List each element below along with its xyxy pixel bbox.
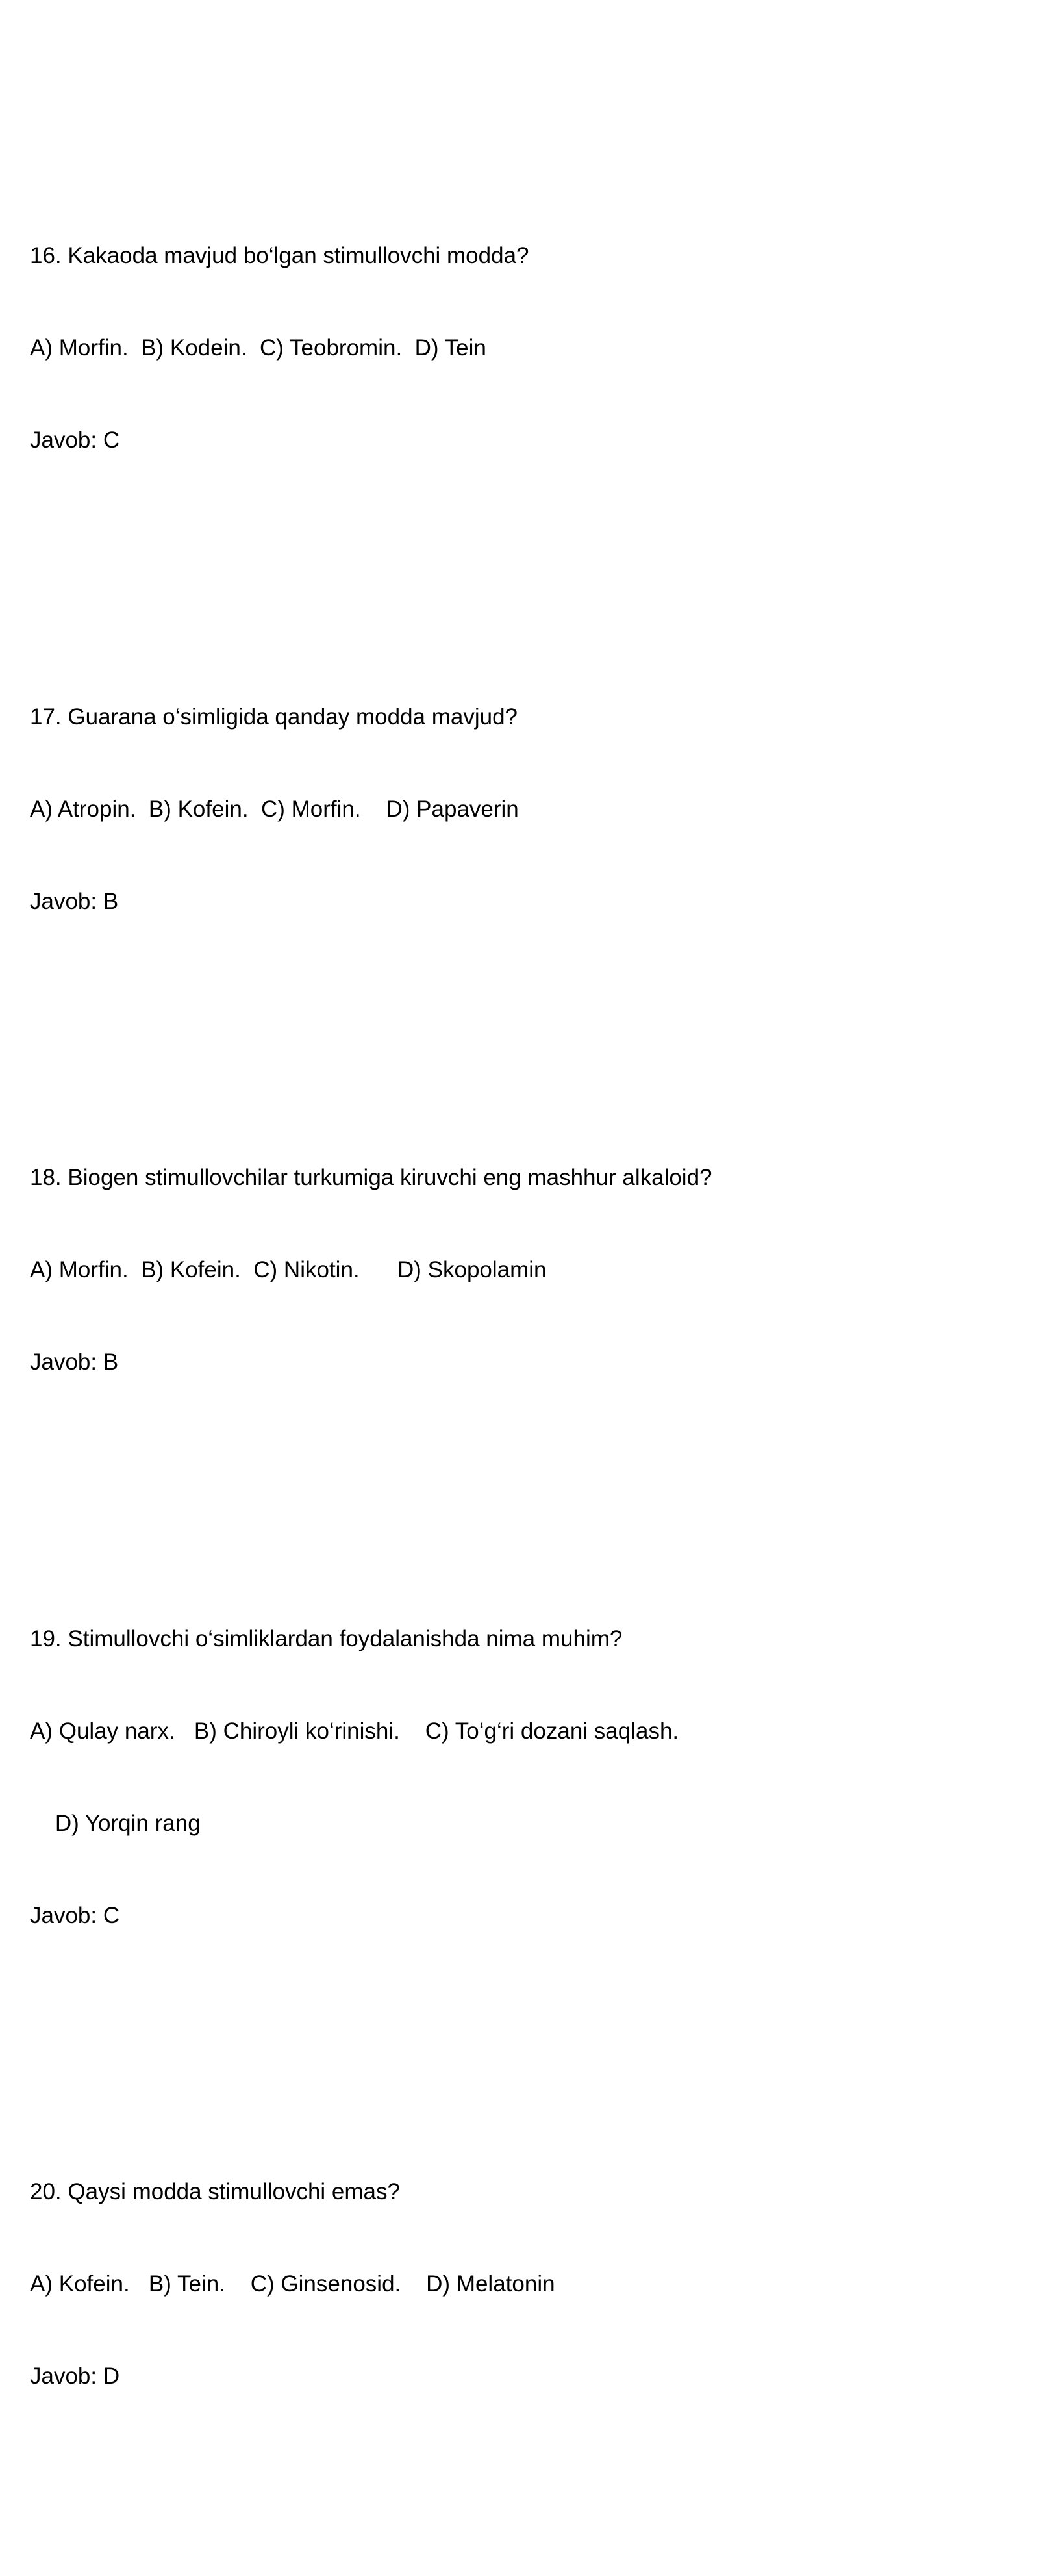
question-block-16	[30, 179, 1004, 517]
question-text: 19. Stimullovchi o‘simliklardan foydalanishda nima muhim?	[30, 1626, 623, 1651]
answer-options: A) Morfin. B) Kodein. C) Teobromin. D) Tein	[30, 335, 486, 361]
question-text: 18. Biogen stimullovchilar turkumiga kiruvchi eng mashhur alkaloid?	[30, 1165, 712, 1191]
question-block-19	[30, 1562, 1004, 1992]
question-block-20	[30, 2115, 1004, 2453]
answer-options: A) Morfin. B) Kofein. C) Nikotin. D) Skopolamin	[30, 1257, 547, 1283]
answer-options: A) Qulay narx. B) Chiroyli ko‘rinishi. C) To‘g‘ri dozani saqlash.	[30, 1718, 679, 1744]
question-block-18	[30, 1101, 1004, 1439]
correct-answer: Javob: B	[30, 1349, 119, 1375]
answer-options-continued: D) Yorqin rang	[30, 1810, 201, 1836]
question-text: 20. Qaysi modda stimullovchi emas?	[30, 2179, 400, 2205]
question-text: 16. Kakaoda mavjud bo‘lgan stimullovchi modda?	[30, 243, 529, 269]
answer-options: A) Kofein. B) Tein. C) Ginsenosid. D) Melatonin	[30, 2271, 555, 2297]
correct-answer: Javob: C	[30, 1902, 120, 1928]
answer-options: A) Atropin. B) Kofein. C) Morfin. D) Papaverin	[30, 796, 519, 822]
correct-answer: Javob: C	[30, 427, 120, 453]
question-text: 17. Guarana o‘simligida qanday modda mavjud?	[30, 704, 518, 730]
correct-answer: Javob: D	[30, 2363, 120, 2389]
quiz-content	[30, 87, 1004, 2576]
correct-answer: Javob: B	[30, 888, 119, 914]
question-block-17	[30, 640, 1004, 978]
